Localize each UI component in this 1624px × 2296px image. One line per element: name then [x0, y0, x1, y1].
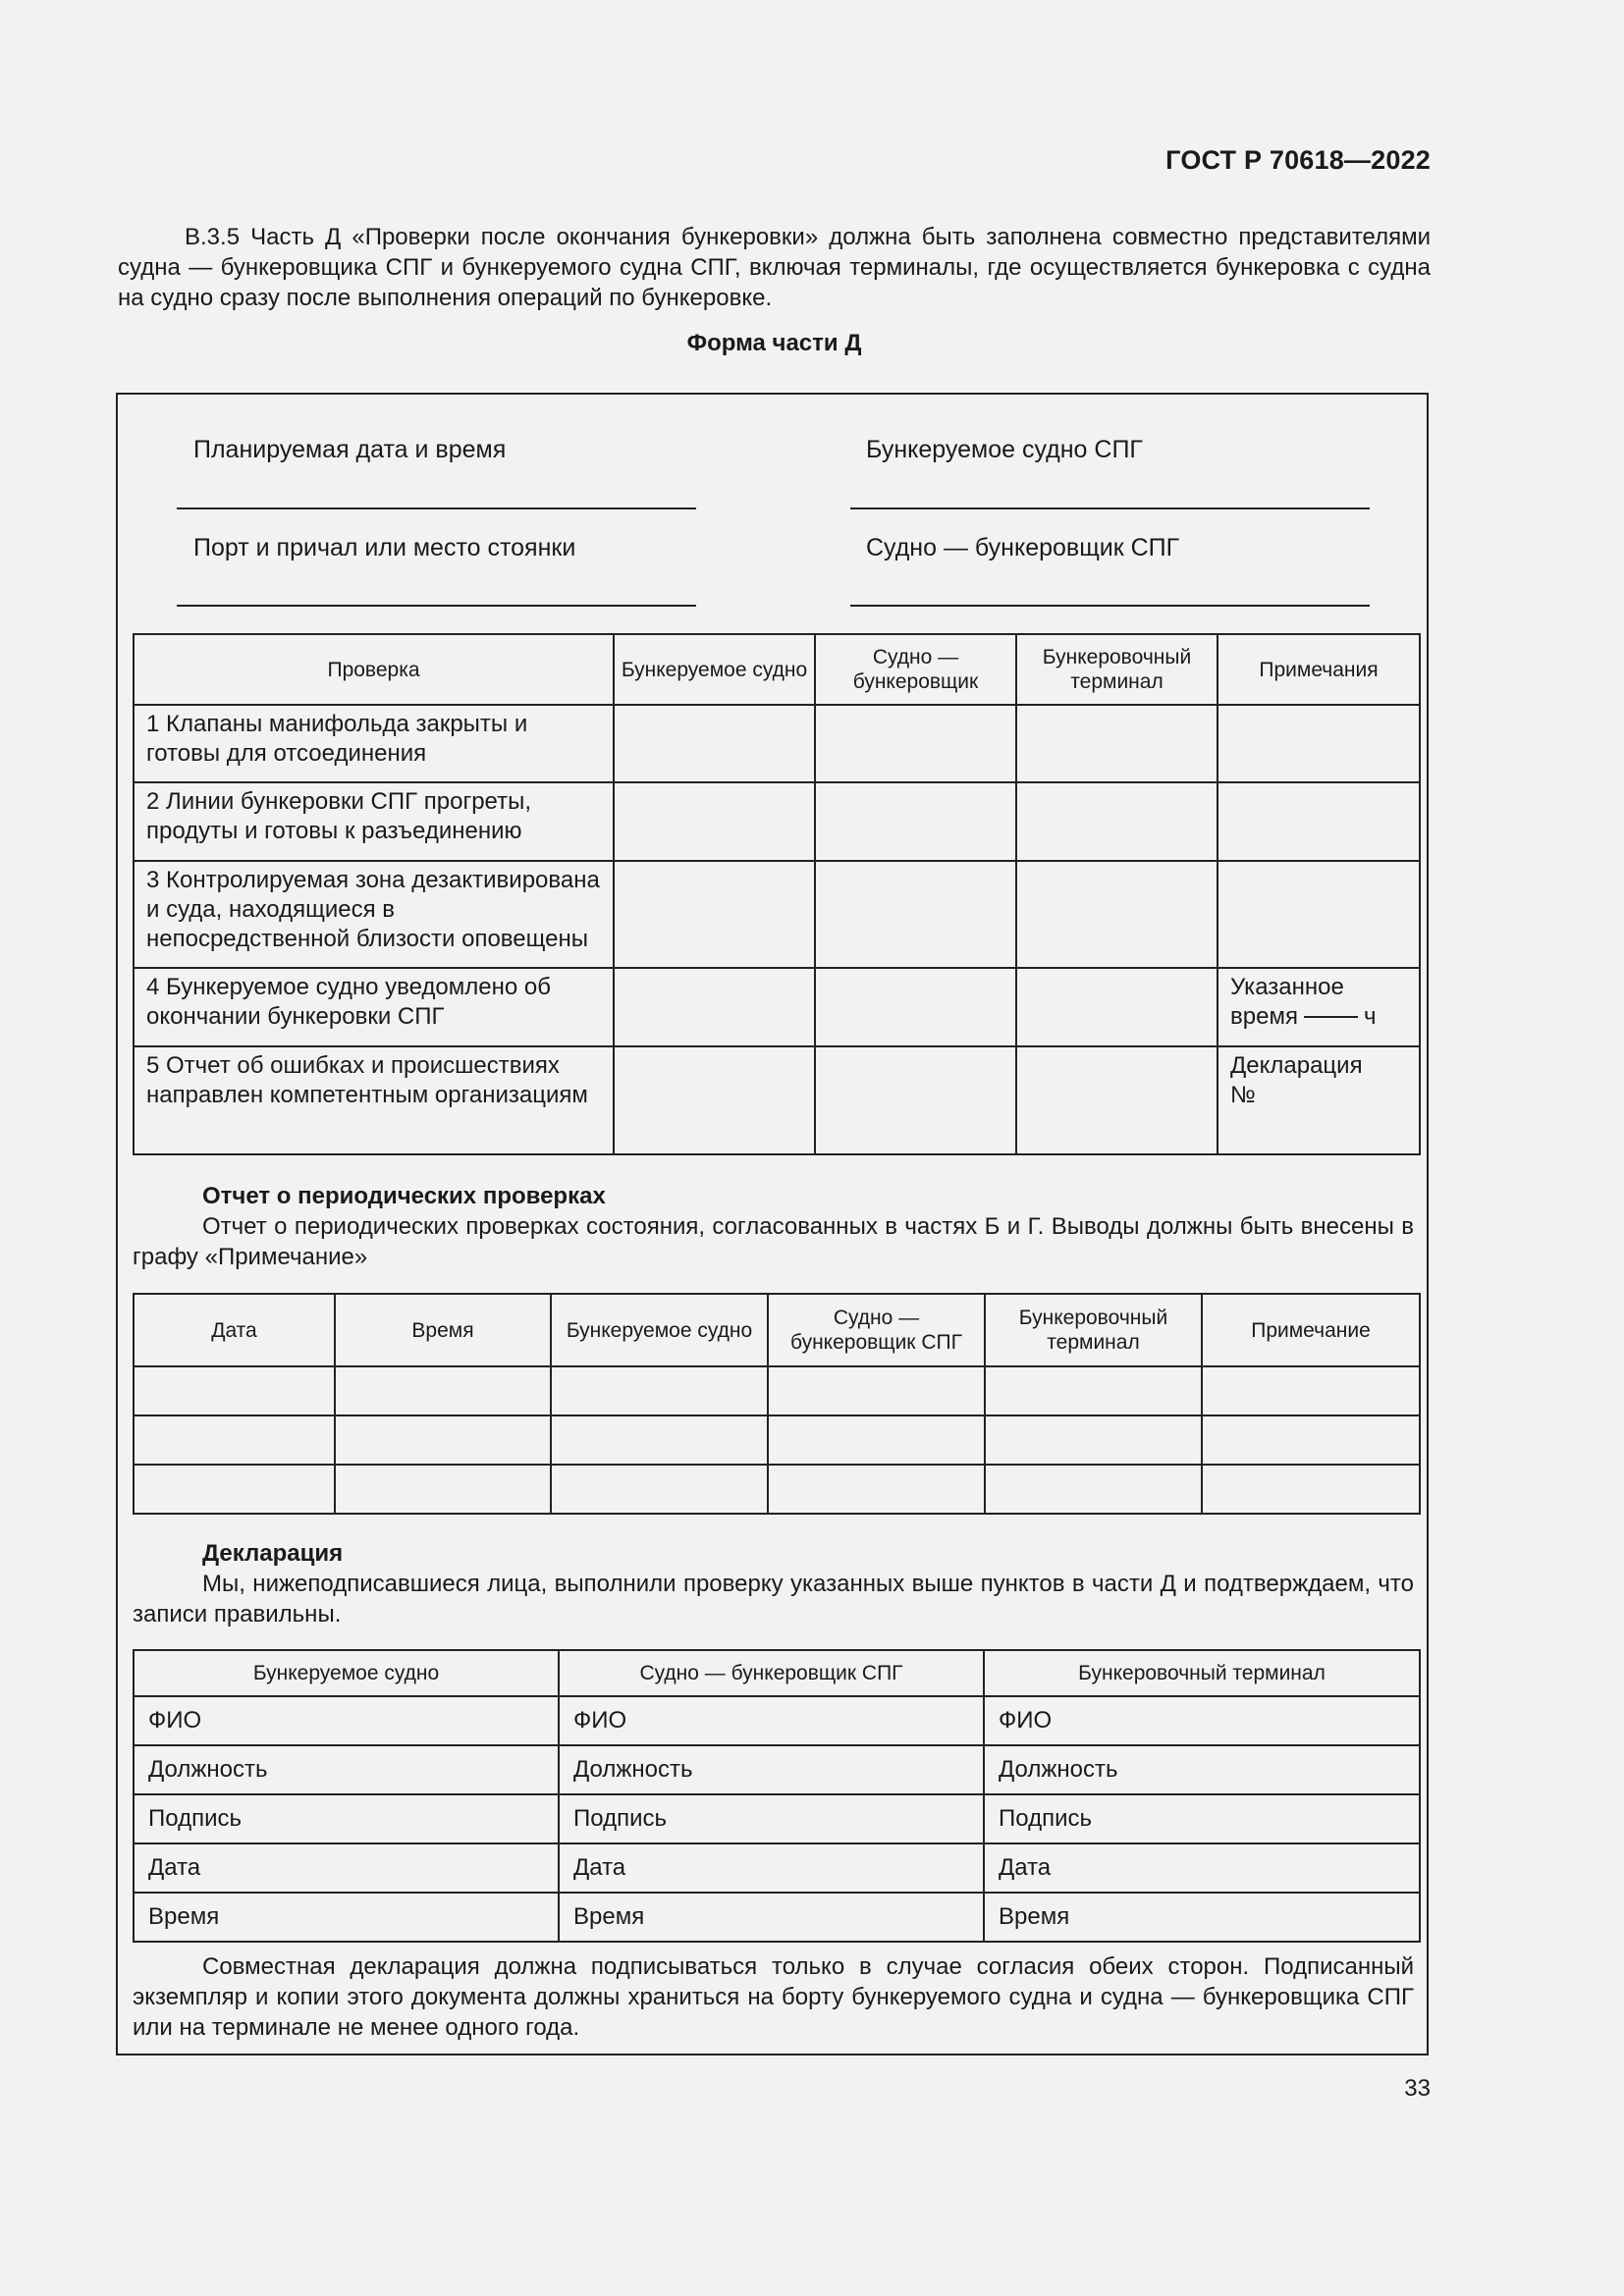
note-cell[interactable]	[1218, 861, 1420, 968]
position-field[interactable]: Должность	[984, 1745, 1420, 1794]
table-cell[interactable]	[985, 1415, 1202, 1465]
note-label: Указанное	[1230, 974, 1344, 1000]
time-blank[interactable]	[1304, 1016, 1358, 1018]
check-cell[interactable]	[614, 1046, 815, 1154]
table-cell[interactable]	[768, 1366, 985, 1415]
table-cell[interactable]	[768, 1415, 985, 1465]
table-row	[134, 1843, 1420, 1893]
table-cell[interactable]	[551, 1366, 768, 1415]
declaration-table-header	[134, 1650, 1420, 1696]
table-cell[interactable]	[551, 1465, 768, 1514]
declaration-table	[133, 1649, 1421, 1943]
bunkered-vessel-line[interactable]	[850, 507, 1370, 509]
col-bunkered-vessel: Бункеруемое судно	[134, 1650, 559, 1696]
check-cell[interactable]	[614, 968, 815, 1046]
table-row	[134, 1415, 1420, 1465]
table-cell[interactable]	[551, 1415, 768, 1465]
planned-datetime-line[interactable]	[177, 507, 696, 509]
declaration-text: Мы, нижеподписавшиеся лица, выполнили проверку указанных выше пунктов в части Д и подтверждаем, что записи правильны.	[133, 1571, 1414, 1628]
document-code: ГОСТ Р 70618—2022	[1165, 145, 1431, 175]
hour-unit: ч	[1363, 1003, 1377, 1030]
note-cell[interactable]: Декларация №	[1218, 1046, 1420, 1154]
check-cell[interactable]	[815, 782, 1016, 861]
table-row	[134, 968, 1420, 1046]
check-cell[interactable]	[1016, 705, 1218, 782]
col-bunker-vessel: Судно — бункеровщик СПГ	[768, 1294, 985, 1366]
table-cell[interactable]	[134, 1415, 335, 1465]
col-date: Дата	[134, 1294, 335, 1366]
col-terminal: Бункеровочный терминал	[984, 1650, 1420, 1696]
intro-paragraph: В.3.5 Часть Д «Проверки после окончания бункеровки» должна быть заполнена совместно представителями судна — бункеровщика СПГ и бункеруемого судна СПГ, включая терминалы, где осуществляется бункеровка с судна на судно сразу после выполнения операций по бункеровке.	[118, 224, 1431, 311]
position-field[interactable]: Должность	[559, 1745, 984, 1794]
name-field[interactable]: ФИО	[559, 1696, 984, 1745]
table-cell[interactable]	[985, 1465, 1202, 1514]
table-row	[134, 1465, 1420, 1514]
table-cell[interactable]	[1202, 1465, 1420, 1514]
table-cell[interactable]	[134, 1366, 335, 1415]
table-cell[interactable]	[335, 1465, 551, 1514]
note-cell[interactable]	[1218, 968, 1420, 1046]
note-label: время	[1230, 1003, 1298, 1030]
col-terminal: Бункеровочный терминал	[985, 1294, 1202, 1366]
periodic-table	[133, 1293, 1421, 1515]
check-text: 4 Бункеруемое судно уведомлено об окончании бункеровки СПГ	[134, 968, 614, 1046]
table-cell[interactable]	[134, 1465, 335, 1514]
table-row	[134, 1366, 1420, 1415]
declaration-title: Декларация	[202, 1540, 344, 1567]
check-cell[interactable]	[815, 705, 1016, 782]
col-check: Проверка	[134, 634, 614, 705]
table-row	[134, 1794, 1420, 1843]
col-bunker-vessel: Судно — бункеровщик СПГ	[559, 1650, 984, 1696]
signature-field[interactable]: Подпись	[559, 1794, 984, 1843]
col-bunkered-vessel: Бункеруемое судно	[551, 1294, 768, 1366]
time-field[interactable]: Время	[559, 1893, 984, 1942]
table-row	[134, 705, 1420, 782]
signature-field[interactable]: Подпись	[134, 1794, 559, 1843]
position-field[interactable]: Должность	[134, 1745, 559, 1794]
check-cell[interactable]	[1016, 968, 1218, 1046]
col-notes: Примечания	[1218, 634, 1420, 705]
checks-table	[133, 633, 1421, 1155]
name-field[interactable]: ФИО	[134, 1696, 559, 1745]
check-text: 3 Контролируемая зона дезактивирована и суда, находящиеся в непосредственной близости оповещены	[134, 861, 614, 968]
check-text: 5 Отчет об ошибках и происшествиях направлен компетентным организациям	[134, 1046, 614, 1154]
table-cell[interactable]	[985, 1366, 1202, 1415]
date-field[interactable]: Дата	[984, 1843, 1420, 1893]
check-cell[interactable]	[1016, 861, 1218, 968]
check-cell[interactable]	[614, 782, 815, 861]
check-cell[interactable]	[1016, 1046, 1218, 1154]
time-field[interactable]: Время	[134, 1893, 559, 1942]
periodic-text: Отчет о периодических проверках состояния, согласованных в частях Б и Г. Выводы должны быть внесены в графу «Примечание»	[133, 1213, 1414, 1270]
table-cell[interactable]	[1202, 1415, 1420, 1465]
date-field[interactable]: Дата	[134, 1843, 559, 1893]
check-text: 1 Клапаны манифольда закрыты и готовы для отсоединения	[134, 705, 614, 782]
check-cell[interactable]	[614, 861, 815, 968]
signature-field[interactable]: Подпись	[984, 1794, 1420, 1843]
name-field[interactable]: ФИО	[984, 1696, 1420, 1745]
check-cell[interactable]	[815, 861, 1016, 968]
port-berth-label: Порт и причал или место стоянки	[193, 534, 576, 561]
table-cell[interactable]	[335, 1366, 551, 1415]
col-terminal: Бункеровочный терминал	[1016, 634, 1218, 705]
table-row	[134, 1745, 1420, 1794]
closing-text: Совместная декларация должна подписываться только в случае согласия обеих сторон. Подписанный экземпляр и копии этого документа должны храниться на борту бункеруемого судна и судна — бункеровщика СПГ или на терминале не менее одного года.	[133, 1953, 1414, 2041]
table-row	[134, 1046, 1420, 1154]
check-text: 2 Линии бункеровки СПГ прогреты, продуты и готовы к разъединению	[134, 782, 614, 861]
bunkered-vessel-label: Бункеруемое судно СПГ	[866, 436, 1143, 463]
checks-table-header	[134, 634, 1420, 705]
periodic-table-header	[134, 1294, 1420, 1366]
check-cell[interactable]	[815, 968, 1016, 1046]
check-cell[interactable]	[815, 1046, 1016, 1154]
date-field[interactable]: Дата	[559, 1843, 984, 1893]
col-time: Время	[335, 1294, 551, 1366]
periodic-title: Отчет о периодических проверках	[202, 1183, 606, 1209]
page-number: 33	[1404, 2075, 1431, 2102]
table-row	[134, 782, 1420, 861]
planned-datetime-label: Планируемая дата и время	[193, 436, 507, 463]
table-row	[134, 1893, 1420, 1942]
table-row	[134, 861, 1420, 968]
col-note: Примечание	[1202, 1294, 1420, 1366]
col-bunker-vessel: Судно — бункеровщик	[815, 634, 1016, 705]
bunker-vessel-line[interactable]	[850, 605, 1370, 607]
col-bunkered-vessel: Бункеруемое судно	[614, 634, 815, 705]
table-cell[interactable]	[335, 1415, 551, 1465]
note-cell[interactable]	[1218, 782, 1420, 861]
check-cell[interactable]	[1016, 782, 1218, 861]
bunker-vessel-label: Судно — бункеровщик СПГ	[866, 534, 1180, 561]
note-cell[interactable]	[1218, 705, 1420, 782]
time-field[interactable]: Время	[984, 1893, 1420, 1942]
table-cell[interactable]	[1202, 1366, 1420, 1415]
check-cell[interactable]	[614, 705, 815, 782]
form-title: Форма части Д	[686, 330, 862, 356]
table-cell[interactable]	[768, 1465, 985, 1514]
port-berth-line[interactable]	[177, 605, 696, 607]
table-row	[134, 1696, 1420, 1745]
